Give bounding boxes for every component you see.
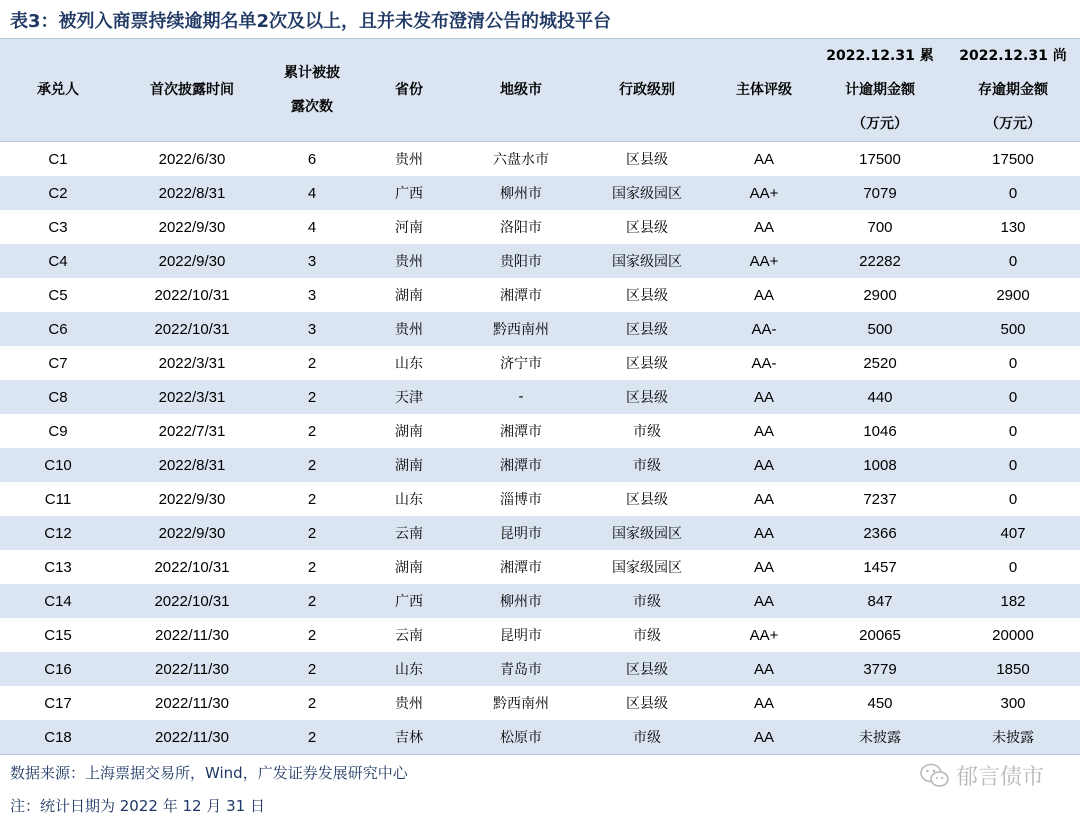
cell-cumulative-overdue-amount: 440 [814,380,946,414]
cell-admin-level: 区县级 [580,312,714,346]
cell-province: 云南 [395,628,423,644]
cell-cumulative-overdue-amount: 22282 [814,244,946,278]
cell-province: 山东 [395,492,423,508]
table-row [0,414,1080,448]
cell-cumulative-disclosures: 2 [268,380,356,414]
cell-cumulative-disclosures: 2 [307,558,317,576]
cell-province: 广西 [356,176,462,210]
header-outstanding-overdue-amount [946,39,1080,142]
cell-outstanding-overdue-amount: 500 [946,312,1080,346]
cell-outstanding-overdue-amount: 20000 [992,626,1034,644]
table-row [0,448,1080,482]
cell-admin-level: 区县级 [626,492,668,508]
header-line: （万元） [985,116,1041,132]
cell-acceptor: C11 [44,490,72,508]
cell-prefecture-city: 柳州市 [462,176,580,210]
cell-outstanding-overdue-amount: 182 [946,584,1080,618]
cell-issuer-rating: AA+ [749,626,779,644]
cell-outstanding-overdue-amount: 0 [1008,558,1018,576]
cell-first-disclosure-date: 2022/11/30 [116,652,268,686]
cell-outstanding-overdue-amount: 407 [946,516,1080,550]
cell-prefecture-city: 洛阳市 [500,220,542,236]
table-row [0,210,1080,244]
cell-province: 湖南 [395,424,423,440]
cell-cumulative-overdue-amount: 17500 [859,150,901,168]
header-line: 计逾期金额 [845,82,915,98]
cell-outstanding-overdue-amount: 2900 [996,286,1030,304]
cell-first-disclosure-date: 2022/10/31 [116,584,268,618]
cell-acceptor: C2 [0,176,116,210]
table-row [0,142,1080,177]
cell-issuer-rating: AA [714,652,814,686]
cell-admin-level: 国家级园区 [580,516,714,550]
cell-issuer-rating: AA+ [714,176,814,210]
cell-province: 河南 [395,220,423,236]
cell-prefecture-city: 贵阳市 [462,244,580,278]
cell-first-disclosure-date: 2022/8/31 [116,176,268,210]
header-prefecture-city [462,39,580,142]
cell-prefecture-city: 湘潭市 [500,424,542,440]
cell-acceptor: C16 [0,652,116,686]
table-row [0,516,1080,550]
cell-acceptor: C6 [0,312,116,346]
cell-admin-level: 区县级 [626,356,668,372]
cell-first-disclosure-date: 2022/10/31 [154,558,230,576]
cell-province: 贵州 [356,312,462,346]
cell-outstanding-overdue-amount: 0 [1008,422,1018,440]
cell-cumulative-overdue-amount: 7237 [863,490,897,508]
header-line: 露次数 [291,99,333,115]
cell-acceptor: C18 [0,720,116,755]
header-line: 2022.12.31 尚 [959,48,1067,64]
cell-prefecture-city: 昆明市 [500,628,542,644]
cell-first-disclosure-date: 2022/6/30 [158,150,226,168]
cell-first-disclosure-date: 2022/9/30 [116,516,268,550]
cell-issuer-rating: AA [753,218,774,236]
header-row [0,39,1080,142]
cell-outstanding-overdue-amount: 130 [1000,218,1026,236]
cell-outstanding-overdue-amount: 0 [1008,490,1018,508]
watermark-text: 郁言债市 [955,765,1044,790]
cell-issuer-rating: AA- [714,312,814,346]
cell-outstanding-overdue-amount: 1850 [946,652,1080,686]
cell-first-disclosure-date: 2022/11/30 [116,720,268,755]
cell-outstanding-overdue-amount: 0 [1008,354,1018,372]
table-row [0,652,1080,686]
cell-issuer-rating: AA [714,584,814,618]
cell-cumulative-overdue-amount: 1046 [863,422,897,440]
cell-outstanding-overdue-amount: 0 [946,380,1080,414]
cell-admin-level: 市级 [633,628,661,644]
header-line: 主体评级 [736,82,792,98]
cell-cumulative-disclosures: 3 [268,244,356,278]
table-body [0,142,1080,755]
cell-prefecture-city: 湘潭市 [500,288,542,304]
table-row [0,618,1080,652]
table-row [0,686,1080,720]
cell-cumulative-disclosures: 2 [307,694,317,712]
cell-outstanding-overdue-amount: 300 [1000,694,1026,712]
cell-cumulative-overdue-amount: 1008 [814,448,946,482]
cell-outstanding-overdue-amount: 未披露 [946,720,1080,755]
cell-first-disclosure-date: 2022/9/30 [116,244,268,278]
cell-prefecture-city: 淄博市 [500,492,542,508]
cell-prefecture-city: 济宁市 [500,356,542,372]
cell-province: 湖南 [356,448,462,482]
cell-issuer-rating: AA [714,448,814,482]
cell-acceptor: C3 [48,218,68,236]
cell-issuer-rating: AA [753,694,774,712]
cell-cumulative-disclosures: 4 [268,176,356,210]
cell-province: 吉林 [356,720,462,755]
cell-first-disclosure-date: 2022/10/31 [154,286,230,304]
cell-outstanding-overdue-amount: 17500 [992,150,1034,168]
cell-admin-level: 国家级园区 [612,560,682,576]
data-source-note: 数据来源：上海票据交易所，Wind，广发证券发展研究中心 [10,764,408,782]
cell-issuer-rating: AA [714,380,814,414]
header-line: 累计被披 [284,65,340,81]
table-header [0,39,1080,142]
header-province [356,39,462,142]
cell-cumulative-disclosures: 2 [307,422,317,440]
cell-cumulative-disclosures: 2 [307,490,317,508]
cell-cumulative-overdue-amount: 2520 [863,354,897,372]
cell-prefecture-city: 柳州市 [462,584,580,618]
cell-province: 天津 [356,380,462,414]
cell-first-disclosure-date: 2022/8/31 [116,448,268,482]
cell-issuer-rating: AA [753,558,774,576]
cell-admin-level: 区县级 [626,288,668,304]
cell-acceptor: C10 [0,448,116,482]
cell-cumulative-overdue-amount: 2900 [863,286,897,304]
table-row [0,380,1080,414]
cell-outstanding-overdue-amount: 0 [946,448,1080,482]
header-acceptor [0,39,116,142]
cell-issuer-rating: AA+ [714,244,814,278]
cell-cumulative-disclosures: 2 [268,720,356,755]
cell-cumulative-disclosures: 2 [268,584,356,618]
table-row [0,176,1080,210]
header-line: 承兑人 [37,82,79,98]
table-row [0,720,1080,755]
table-row [0,244,1080,278]
cell-admin-level: 国家级园区 [580,176,714,210]
cell-cumulative-overdue-amount: 2366 [814,516,946,550]
table-row [0,482,1080,516]
cell-cumulative-disclosures: 2 [307,626,317,644]
cell-cumulative-overdue-amount: 7079 [814,176,946,210]
cell-province: 贵州 [395,152,423,168]
cell-first-disclosure-date: 2022/3/31 [116,380,268,414]
cell-acceptor: C13 [44,558,72,576]
cell-cumulative-overdue-amount: 未披露 [814,720,946,755]
cell-prefecture-city: 湘潭市 [462,448,580,482]
cell-province: 贵州 [395,696,423,712]
cell-cumulative-overdue-amount: 847 [814,584,946,618]
cell-cumulative-disclosures: 2 [268,448,356,482]
cell-acceptor: C1 [48,150,68,168]
table-row [0,346,1080,380]
cell-admin-level: 区县级 [626,220,668,236]
cell-admin-level: 市级 [580,448,714,482]
cell-prefecture-city: 湘潭市 [500,560,542,576]
cell-issuer-rating: AA [714,516,814,550]
cell-acceptor: C14 [0,584,116,618]
header-line: 首次披露时间 [150,82,234,98]
cell-cumulative-overdue-amount: 1457 [863,558,897,576]
cell-prefecture-city: 昆明市 [462,516,580,550]
cell-issuer-rating: AA [753,286,774,304]
cell-cumulative-overdue-amount: 700 [867,218,893,236]
header-issuer-rating [714,39,814,142]
cell-province: 湖南 [395,288,423,304]
cell-admin-level: 区县级 [626,696,668,712]
cell-province: 湖南 [395,560,423,576]
cell-province: 贵州 [356,244,462,278]
cell-first-disclosure-date: 2022/10/31 [116,312,268,346]
cell-admin-level: 市级 [633,424,661,440]
cell-first-disclosure-date: 2022/7/31 [158,422,226,440]
cell-prefecture-city: - [462,380,580,414]
overdue-platforms-table [0,38,1080,755]
table-row [0,584,1080,618]
cell-issuer-rating: AA [753,490,774,508]
cell-acceptor: C8 [0,380,116,414]
cell-cumulative-disclosures: 2 [268,516,356,550]
cell-issuer-rating: AA [714,720,814,755]
table-row [0,278,1080,312]
header-line: 2022.12.31 累 [826,48,934,64]
header-line: （万元） [852,116,908,132]
header-first-disclosure-date [116,39,268,142]
cell-cumulative-overdue-amount: 450 [867,694,893,712]
cell-outstanding-overdue-amount: 0 [946,244,1080,278]
cell-admin-level: 区县级 [626,152,668,168]
cell-cumulative-disclosures: 4 [307,218,317,236]
cell-acceptor: C4 [0,244,116,278]
header-line: 行政级别 [619,82,675,98]
cell-cumulative-overdue-amount: 500 [814,312,946,346]
cell-admin-level: 区县级 [580,380,714,414]
cell-issuer-rating: AA [753,150,774,168]
table-row [0,312,1080,346]
cell-cumulative-overdue-amount: 20065 [859,626,901,644]
cell-first-disclosure-date: 2022/3/31 [158,354,226,372]
table-row [0,550,1080,584]
cell-province: 山东 [395,356,423,372]
footnote: 注：统计日期为 2022 年 12 月 31 日 [10,797,265,815]
cell-cumulative-overdue-amount: 3779 [814,652,946,686]
cell-acceptor: C12 [0,516,116,550]
header-line: 存逾期金额 [978,82,1048,98]
cell-first-disclosure-date: 2022/9/30 [158,218,226,236]
cell-admin-level: 区县级 [580,652,714,686]
cell-prefecture-city: 松原市 [462,720,580,755]
cell-prefecture-city: 黔西南州 [493,696,549,712]
cell-acceptor: C9 [48,422,68,440]
cell-cumulative-disclosures: 2 [307,354,317,372]
cell-admin-level: 市级 [580,584,714,618]
cell-first-disclosure-date: 2022/9/30 [158,490,226,508]
cell-admin-level: 国家级园区 [580,244,714,278]
cell-acceptor: C17 [44,694,72,712]
watermark [920,760,1044,791]
cell-cumulative-disclosures: 6 [307,150,317,168]
cell-admin-level: 市级 [580,720,714,755]
cell-province: 云南 [356,516,462,550]
cell-cumulative-disclosures: 3 [307,286,317,304]
cell-outstanding-overdue-amount: 0 [946,176,1080,210]
cell-province: 山东 [356,652,462,686]
cell-issuer-rating: AA- [751,354,777,372]
wechat-icon [920,763,950,789]
cell-prefecture-city: 黔西南州 [462,312,580,346]
cell-first-disclosure-date: 2022/11/30 [155,694,229,712]
cell-issuer-rating: AA [753,422,774,440]
header-cumulative-disclosures [268,39,356,142]
cell-cumulative-disclosures: 3 [268,312,356,346]
cell-province: 广西 [356,584,462,618]
cell-acceptor: C15 [44,626,72,644]
header-line: 省份 [395,82,423,98]
header-line: 地级市 [500,82,542,98]
cell-acceptor: C7 [48,354,68,372]
header-cumulative-overdue-amount [814,39,946,142]
header-admin-level [580,39,714,142]
cell-cumulative-disclosures: 2 [268,652,356,686]
cell-prefecture-city: 六盘水市 [493,152,549,168]
cell-acceptor: C5 [48,286,68,304]
table-title: 表3：被列入商票持续逾期名单2次及以上，且并未发布澄清公告的城投平台 [10,11,612,32]
cell-first-disclosure-date: 2022/11/30 [155,626,229,644]
cell-prefecture-city: 青岛市 [462,652,580,686]
